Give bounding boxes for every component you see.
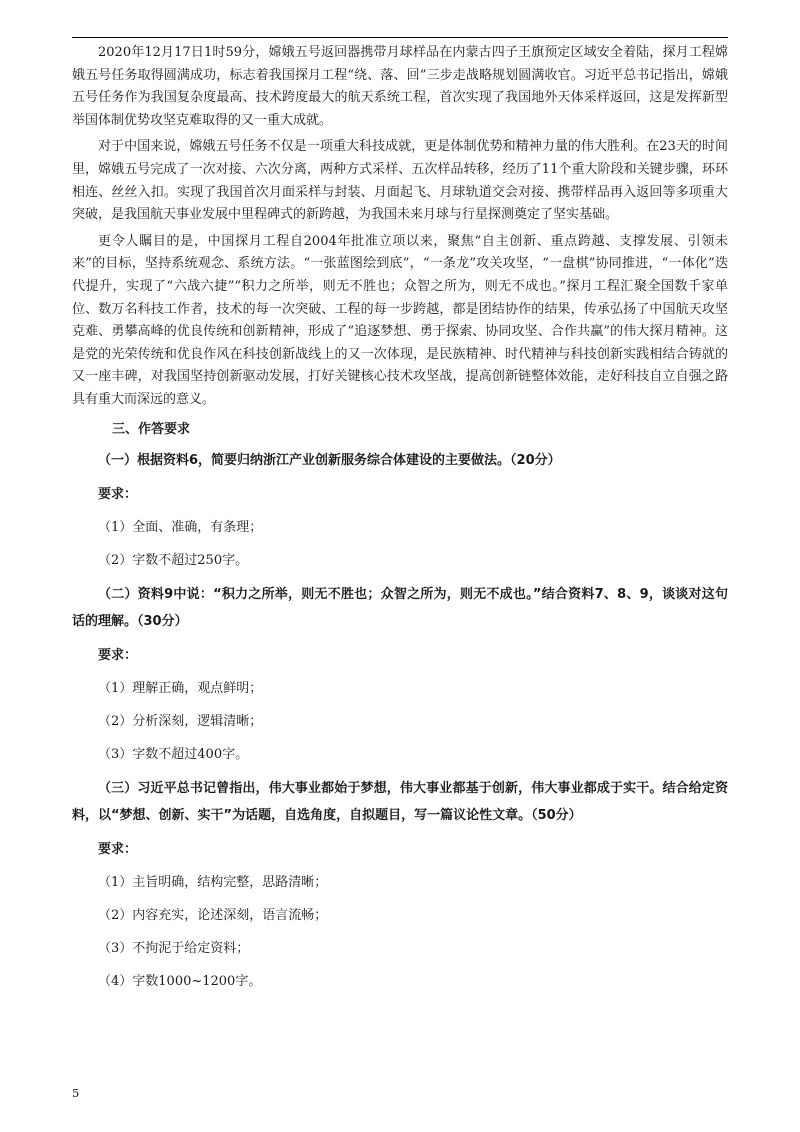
requirement-item: （4）字数1000~1200字。 — [98, 973, 262, 989]
requirement-item: （1）主旨明确，结构完整，思路清晰； — [98, 874, 328, 890]
requirement-item: （1）理解正确，观点鲜明； — [98, 680, 263, 696]
body-paragraph: 2020年12月17日1时59分，嫦娥五号返回器携带月球样品在内蒙古四子王旗预定区域安全着陆，探月工程嫦娥五号任务取得圆满成功，标志着我国探月工程“绕、落、回”三步走战略规划圆满收官。习近平总书记指出，嫦娥五号任务作为我国复杂度最高、技术跨度最大的航天系统工程，首次实现了我国地外天体采样返回，这是发挥新型举国体制优势攻坚克难取得的又一重大成就。 — [72, 45, 728, 128]
requirements-label: 要求： — [98, 647, 138, 663]
requirement-item: （3）字数不超过400字。 — [98, 746, 249, 762]
requirement-item: （1）全面、准确，有条理； — [98, 519, 263, 535]
header-rule — [72, 37, 728, 38]
section-title: 三、作答要求 — [112, 421, 191, 437]
question-title: （一）根据资料6，简要归纳浙江产业创新服务综合体建设的主要做法。（20分） — [98, 452, 561, 468]
page-content — [72, 42, 728, 998]
page-number: 5 — [72, 1086, 80, 1100]
requirement-item: （2）内容充实，论述深刻，语言流畅； — [98, 907, 328, 923]
question-title: （二）资料9中说：“积力之所举，则无不胜也；众智之所为，则无不成也。”结合资料7、8、9，谈谈对这句话的理解。（30分） — [72, 586, 728, 629]
question-title: （三）习近平总书记曾指出，伟大事业都始于梦想，伟大事业都基于创新，伟大事业都成于实干。结合给定资料，以“梦想、创新、实干”为话题，自选角度，自拟题目，写一篇议论性文章。（50分） — [72, 780, 728, 823]
requirements-label: 要求： — [98, 486, 138, 502]
requirement-item: （2）字数不超过250字。 — [98, 552, 249, 568]
body-paragraph: 对于中国来说，嫦娥五号任务不仅是一项重大科技成就，更是体制优势和精神力量的伟大胜利。在23天的时间里，嫦娥五号完成了一次对接、六次分离，两种方式采样、五次样品转移，经历了11个重大阶段和关键步骤，环环相连、丝丝入扣。实现了我国首次月面采样与封装、月面起飞、月球轨道交会对接、携带样品再入返回等多项重大突破，是我国航天事业发展中里程碑式的新跨越，为我国未来月球与行星探测奠定了坚实基础。 — [72, 139, 728, 223]
requirement-item: （3）不拘泥于给定资料； — [98, 940, 250, 956]
requirement-item: （2）分析深刻，逻辑清晰； — [98, 713, 263, 729]
requirements-label: 要求： — [98, 841, 138, 857]
body-paragraph: 更令人瞩目的是，中国探月工程自2004年批准立项以来，聚焦“自主创新、重点跨越、支撑发展、引领未来”的目标，坚持系统观念、系统方法。“一张蓝图绘到底”，“一条龙”攻关攻坚，“一盘棋”协同推进，“一体化”迭代提升，实现了“六战六捷”“积力之所举，则无不胜也；众智之所为，则无不成也。”探月工程汇聚全国数千家单位、数万名科技工作者，技术的每一次突破、工程的每一步跨越，都是团结协作的结果，传承弘扬了中国航天攻坚克难、勇攀高峰的优良传统和创新精神，形成了“追逐梦想、勇于探索、协同攻坚、合作共赢”的伟大探月精神。这是党的光荣传统和优良作风在科技创新战线上的又一次体现，是民族精神、时代精神与科技创新实践相结合铸就的又一座丰碑，对我国坚持创新驱动发展，打好关键核心技术攻坚战，提高创新链整体效能，走好科技自立自强之路具有重大而深远的意义。 — [72, 233, 728, 407]
